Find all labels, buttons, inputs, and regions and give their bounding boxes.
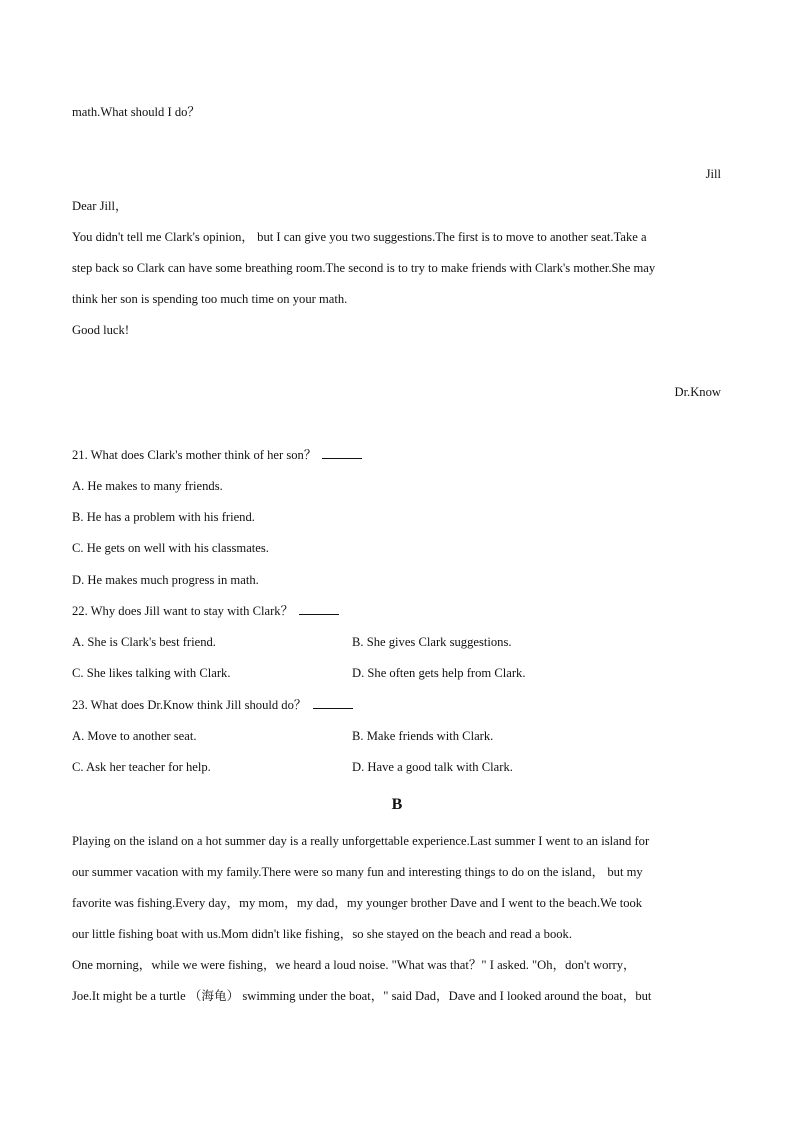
passage-line: Joe.It might be a turtle （海龟） swimming under the boat，" said Dad，Dave and I looked around the boat，but	[72, 989, 652, 1003]
section-heading: B	[391, 796, 403, 813]
answer-blank	[299, 603, 339, 615]
reply-body-line: step back so Clark can have some breathing room.The second is to try to make friends with Clark's mother.She may	[72, 261, 656, 275]
question-23	[72, 697, 353, 713]
option-21-a: A. He makes to many friends.	[72, 479, 223, 493]
question-stem: 23. What does Dr.Know think Jill should do？	[72, 698, 307, 712]
question-21	[72, 447, 362, 463]
question-stem: 21. What does Clark's mother think of her son？	[72, 448, 317, 462]
reply-signature: Dr.Know	[674, 385, 721, 399]
option-22-d: D. She often gets help from Clark.	[352, 666, 526, 680]
passage-line: One morning，while we were fishing，we heard a loud noise. "What was that？" I asked. "Oh，don't worry，	[72, 958, 636, 972]
option-22-b: B. She gives Clark suggestions.	[352, 635, 512, 649]
letter-signature: Jill	[705, 167, 721, 181]
answer-blank	[322, 447, 362, 459]
passage-line: favorite was fishing.Every day，my mom，my dad，my younger brother Dave and I went to the beach.We took	[72, 896, 643, 910]
option-22-c: C. She likes talking with Clark.	[72, 666, 231, 680]
answer-blank	[313, 697, 353, 709]
letter-tail-line: math.What should I do？	[72, 105, 201, 119]
option-21-c: C. He gets on well with his classmates.	[72, 541, 269, 555]
option-22-a: A. She is Clark's best friend.	[72, 635, 216, 649]
question-22	[72, 603, 339, 619]
reply-closing: Good luck!	[72, 323, 130, 337]
passage-line: our little fishing boat with us.Mom didn't like fishing，so she stayed on the beach and read a book.	[72, 927, 572, 941]
option-23-d: D. Have a good talk with Clark.	[352, 760, 513, 774]
option-23-b: B. Make friends with Clark.	[352, 729, 494, 743]
option-21-d: D. He makes much progress in math.	[72, 573, 259, 587]
question-stem: 22. Why does Jill want to stay with Clark？	[72, 604, 294, 618]
passage-line: our summer vacation with my family.There were so many fun and interesting things to do on the island， but my	[72, 865, 643, 879]
option-23-a: A. Move to another seat.	[72, 729, 197, 743]
option-23-c: C. Ask her teacher for help.	[72, 760, 211, 774]
reply-body-line: You didn't tell me Clark's opinion， but I can give you two suggestions.The first is to move to another seat.Take a	[72, 230, 647, 244]
option-21-b: B. He has a problem with his friend.	[72, 510, 255, 524]
passage-line: Playing on the island on a hot summer day is a really unforgettable experience.Last summer I went to an island for	[72, 834, 650, 848]
reply-greeting: Dear Jill，	[72, 199, 128, 213]
reply-body-line: think her son is spending too much time on your math.	[72, 292, 348, 306]
